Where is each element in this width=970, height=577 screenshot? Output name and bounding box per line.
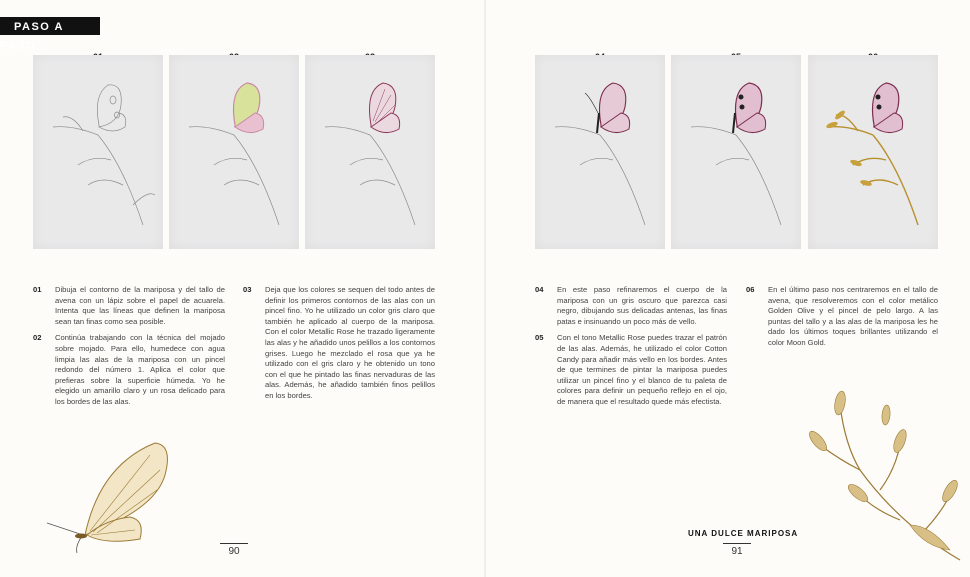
folio-rule [723,543,751,544]
folio-rule [220,543,248,544]
butterfly-outline-icon [305,55,435,249]
paragraph-number: 02 [33,333,42,343]
paragraph-number: 06 [746,285,755,294]
step-paragraph [33,285,225,327]
step-03-photo [305,55,435,249]
page-number-right: 91 [731,546,743,557]
gold-butterfly-illustration [45,435,185,560]
paragraph-text: Deja que los colores se sequen del todo antes de definir los primeros contornos de las alas con un pincel fino. Yo he utilizado un color gris claro que también he aplicado al cuerpo de la mariposa. Con el color Metallic Rose he trazado ligeramente las alas y he añadido unos pelillos a los contornos grises. Luego he mezclado el rosa que ya he utilizado con el gris claro y he obtenido un tono con el que he pintado las finas nervaduras de las alas. Además, he añadido también finos pelillos en los bordes. [265,285,435,400]
butterfly-patterned-icon [671,55,801,249]
running-title: UNA DULCE MARIPOSA [688,529,799,538]
paragraph-text: Con el tono Metallic Rose puedes trazar el patrón de las alas. Además, he utilizado el color Cotton Candy para añadir más vello en los bordes. Antes de que termines de pintar la mariposa puedes utilizar un pincel fino y el blanco de tu paleta de colores para definir un pequeño reflejo en el ojo, de manera que el resultado quede más efectista. [557,333,727,406]
book-spine [484,0,486,577]
page-number-left: 90 [228,546,240,557]
section-header [0,17,100,52]
paragraph-number: 04 [535,285,544,294]
paragraph-text: En el último paso nos centraremos en el tallo de avena, que resolveremos con el color metálico Golden Olive y el pincel de pelo largo. A las puntas del tallo y a las alas de la mariposa les he dado los últimos toques brillantes utilizando el color Moon Gold. [768,285,938,347]
step-paragraph [535,285,727,327]
paragraph-number: 03 [243,285,252,294]
step-04-photo [535,55,665,249]
paragraph-text: Continúa trabajando con la técnica del mojado sobre mojado. Para ello, humedece con agua limpia las alas de la mariposa con un pincel redondo del número 1. Aplica el color que prefieras sobre la superficie húmeda. Yo he elegido un amarillo claro y un rosa delicado para los bordes de las alas. [55,333,225,406]
step-paragraph [33,333,225,407]
paragraph-number: 01 [33,285,42,294]
step-02-photo [169,55,299,249]
butterfly-sketch-icon [33,55,163,249]
instructions-column-2 [243,285,435,408]
step-paragraph [243,285,435,402]
oat-stem-icon [800,375,970,565]
step-06-photo [808,55,938,249]
step-05-photo [671,55,801,249]
section-title: PASO A PASO [0,21,64,52]
paragraph-text: Dibuja el contorno de la mariposa y del tallo de avena con un lápiz sobre el papel de acuarela. Intenta que las líneas que definen la mariposa sean tan finas como sea posible. [55,285,225,326]
step-paragraph [746,285,938,349]
instructions-column-3 [535,285,727,414]
butterfly-watercolor-icon [169,55,299,249]
paragraph-number: 05 [535,333,544,343]
paragraph-text: En este paso refinaremos el cuerpo de la mariposa con un gris oscuro que parezca casi negro, dibujando sus delicadas antenas, las finas patas e insinuando un poco más de vello. [557,285,727,326]
butterfly-icon [45,435,185,555]
instructions-column-1 [33,285,225,414]
butterfly-refined-icon [535,55,665,249]
step-01-photo [33,55,163,249]
butterfly-gold-stem-icon [808,55,938,249]
step-paragraph [535,333,727,407]
gold-stem-illustration [800,375,970,570]
instructions-column-4 [746,285,938,355]
